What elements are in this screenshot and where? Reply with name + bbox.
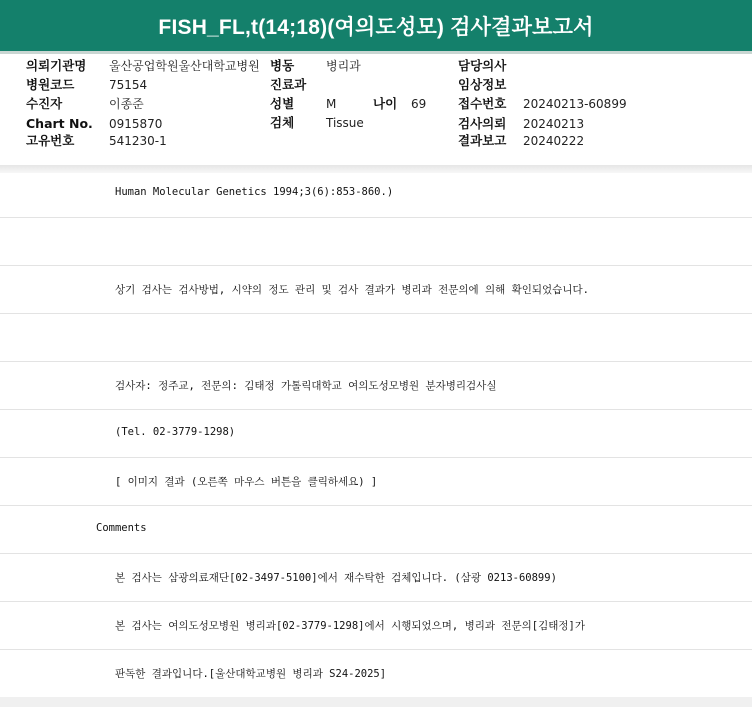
- sex-value: M: [326, 97, 337, 111]
- unique-no-value: 541230-1: [109, 134, 167, 148]
- receipt-no-label: 접수번호: [458, 96, 507, 111]
- clinical-info-label: 임상정보: [458, 77, 507, 92]
- report-line: 검사자: 정주교, 전문의: 김태정 가톨릭대학교 여의도성모병원 분자병리검사실: [115, 380, 497, 392]
- report-line: Human Molecular Genetics 1994;3(6):853-860.): [115, 186, 394, 198]
- specimen-label: 검체: [270, 115, 295, 130]
- age-value: 69: [411, 97, 427, 111]
- report-row: [0, 602, 752, 650]
- report-line: (Tel. 02-3779-1298): [115, 426, 236, 438]
- report-row: [0, 362, 752, 410]
- report-row: [0, 650, 752, 698]
- ward-value: 병리과: [326, 59, 361, 73]
- report-date-label: 결과보고: [458, 133, 507, 148]
- report-row: [0, 314, 752, 362]
- specimen-value: Tissue: [326, 116, 364, 130]
- doctor-label: 담당의사: [458, 58, 507, 73]
- image-result-link[interactable]: [ 이미지 결과 (오른쪽 마우스 버튼을 클릭하세요) ]: [115, 476, 378, 488]
- institution-value: 울산공업학원울산대학교병원: [109, 59, 260, 73]
- ward-label: 병동: [270, 58, 295, 73]
- request-date-label: 검사의뢰: [458, 116, 507, 131]
- comments-heading: Comments: [96, 522, 147, 534]
- report-row: [0, 170, 752, 218]
- receipt-no-value: 20240213-60899: [523, 97, 627, 111]
- report-line: 본 검사는 여의도성모병원 병리과[02-3779-1298]에서 시행되었으며, 병리과 전문의[김태정]가: [115, 620, 585, 632]
- institution-label: 의뢰기관명: [26, 58, 87, 73]
- report-row: [0, 458, 752, 506]
- bottom-strip: [0, 697, 752, 707]
- unique-no-label: 고유번호: [26, 133, 75, 148]
- patient-label: 수진자: [26, 96, 63, 111]
- age-label: 나이: [373, 96, 398, 111]
- hospital-code-label: 병원코드: [26, 77, 75, 92]
- report-date-value: 20240222: [523, 134, 585, 148]
- report-title-bar: [0, 0, 752, 54]
- request-date-value: 20240213: [523, 117, 585, 131]
- sex-label: 성별: [270, 96, 295, 111]
- report-header: [0, 54, 752, 166]
- report-title: FISH_FL,t(14;18)(여의도성모) 검사결과보고서: [158, 15, 594, 39]
- report-row: [0, 554, 752, 602]
- report-row: [0, 506, 752, 554]
- report-row: [0, 266, 752, 314]
- report-row: [0, 410, 752, 458]
- report-row: [0, 218, 752, 266]
- report-line: 판독한 결과입니다.[울산대학교병원 병리과 S24-2025]: [115, 668, 387, 680]
- report-line: 상기 검사는 검사방법, 시약의 정도 관리 및 검사 결과가 병리과 전문의에 의해 확인되었습니다.: [115, 284, 589, 296]
- report-line: 본 검사는 삼광의료재단[02-3497-5100]에서 재수탁한 검체입니다. (삼광 0213-60899): [115, 572, 557, 584]
- dept-label: 진료과: [270, 77, 307, 92]
- chart-no-value: 0915870: [109, 117, 163, 131]
- patient-value: 이종준: [109, 97, 144, 111]
- chart-no-label: Chart No.: [26, 116, 93, 131]
- hospital-code-value: 75154: [109, 78, 148, 92]
